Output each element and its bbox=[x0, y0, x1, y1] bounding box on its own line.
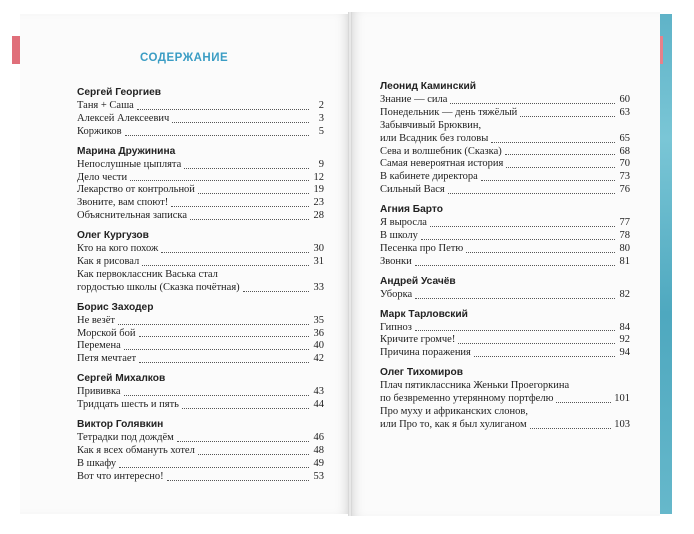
author-name: Марина Дружинина bbox=[77, 145, 176, 157]
toc-entry-title-line: Как первоклассник Васька стал bbox=[77, 268, 218, 280]
dot-leader bbox=[474, 355, 615, 357]
toc-entry[interactable] bbox=[77, 386, 324, 399]
page-number: 65 bbox=[619, 132, 630, 144]
toc-entry[interactable] bbox=[77, 159, 324, 172]
dot-leader bbox=[198, 192, 309, 194]
page-number: 49 bbox=[313, 457, 324, 469]
dot-leader bbox=[119, 466, 309, 468]
toc-entry-title-line: Про муху и африканских слонов, bbox=[380, 406, 528, 418]
toc-entry-title: Кричите громче! bbox=[380, 334, 456, 346]
toc-entry-title: Сева и волшебник (Сказка) bbox=[380, 145, 502, 157]
toc-entry[interactable] bbox=[77, 445, 324, 458]
toc-entry[interactable] bbox=[77, 328, 324, 341]
toc-entry-title: Гипноз bbox=[380, 321, 412, 333]
page-number: 70 bbox=[619, 158, 630, 170]
toc-entry-title: по безвременно утерянному портфелю bbox=[380, 393, 554, 405]
toc-entry-title: Не везёт bbox=[77, 314, 115, 326]
toc-entry[interactable] bbox=[380, 107, 630, 120]
toc-entry[interactable] bbox=[380, 94, 630, 107]
page-number: 92 bbox=[619, 334, 630, 346]
dot-leader bbox=[137, 108, 309, 110]
toc-entry[interactable] bbox=[77, 243, 324, 256]
page-number: 23 bbox=[313, 197, 324, 209]
left-toc-column bbox=[77, 86, 324, 484]
toc-entry[interactable] bbox=[380, 322, 630, 335]
author-name: Борис Заходер bbox=[77, 301, 154, 313]
contents-title: СОДЕРЖАНИЕ bbox=[140, 52, 229, 64]
toc-entry[interactable] bbox=[77, 471, 324, 484]
page-number: 12 bbox=[313, 171, 324, 183]
toc-entry[interactable] bbox=[77, 282, 324, 295]
dot-leader bbox=[530, 427, 612, 429]
dot-leader bbox=[167, 479, 309, 481]
toc-entry[interactable] bbox=[77, 432, 324, 445]
toc-entry-title: Как я всех обмануть хотел bbox=[77, 444, 195, 456]
dot-leader bbox=[415, 297, 615, 299]
toc-entry[interactable] bbox=[380, 334, 630, 347]
dot-leader bbox=[466, 251, 615, 253]
dot-leader bbox=[142, 264, 309, 266]
dot-leader bbox=[139, 335, 309, 337]
toc-entry-title: или Про то, как я был хулиганом bbox=[380, 418, 527, 430]
dot-leader bbox=[520, 115, 615, 117]
toc-entry[interactable] bbox=[380, 230, 630, 243]
dot-leader bbox=[450, 102, 615, 104]
author-name: Олег Кургузов bbox=[77, 230, 149, 242]
toc-entry[interactable] bbox=[77, 458, 324, 471]
page-number: 31 bbox=[313, 256, 324, 267]
page-number: 44 bbox=[313, 399, 324, 411]
toc-entry[interactable] bbox=[380, 256, 630, 269]
dot-leader bbox=[161, 251, 309, 253]
toc-entry[interactable] bbox=[380, 184, 630, 197]
author-name: Марк Тарловский bbox=[380, 308, 468, 320]
author-name: Леонид Каминский bbox=[380, 81, 477, 92]
page-number: 101 bbox=[614, 393, 630, 405]
toc-entry[interactable] bbox=[77, 113, 324, 126]
dot-leader bbox=[481, 179, 615, 181]
page-number: 9 bbox=[318, 158, 324, 170]
page-number: 40 bbox=[313, 340, 324, 352]
author-name: Сергей Михалков bbox=[77, 373, 166, 385]
toc-entry-title: Понедельник — день тяжёлый bbox=[380, 106, 518, 118]
dot-leader bbox=[172, 121, 309, 123]
page-number: 33 bbox=[313, 281, 324, 293]
left-cover-edge bbox=[12, 36, 20, 64]
toc-entry[interactable] bbox=[77, 399, 324, 412]
toc-entry-title: Тридцать шесть и пять bbox=[77, 399, 179, 411]
toc-entry-title-line: Забывчивый Брюквин, bbox=[380, 119, 482, 131]
dot-leader bbox=[184, 167, 309, 169]
author-name: Агния Барто bbox=[380, 204, 443, 216]
page-number: 5 bbox=[318, 125, 324, 137]
dot-leader bbox=[182, 407, 309, 409]
dot-leader bbox=[139, 361, 309, 363]
toc-entry-title: Прививка bbox=[77, 386, 121, 398]
page-number: 68 bbox=[619, 145, 630, 157]
toc-entry-title: Дело чести bbox=[77, 171, 128, 183]
toc-entry[interactable] bbox=[77, 172, 324, 185]
dot-leader bbox=[243, 290, 309, 292]
toc-entry-title: Звоните, вам споют! bbox=[77, 197, 169, 209]
toc-entry-title: Непослушные цыплята bbox=[77, 158, 182, 170]
page-number: 84 bbox=[619, 321, 630, 333]
toc-entry-title: В шкафу bbox=[77, 457, 117, 469]
dot-leader bbox=[415, 329, 615, 331]
toc-entry-title: Знание — сила bbox=[380, 93, 448, 105]
dot-leader bbox=[124, 394, 309, 396]
toc-entry[interactable] bbox=[77, 315, 324, 328]
page-number: 80 bbox=[619, 242, 630, 254]
toc-entry-title: Причина поражения bbox=[380, 347, 471, 359]
toc-entry[interactable] bbox=[380, 419, 630, 432]
toc-entry-title: Звонки bbox=[380, 255, 412, 267]
toc-entry-title: Песенка про Петю bbox=[380, 242, 464, 254]
page-number: 30 bbox=[313, 243, 324, 255]
dot-leader bbox=[177, 440, 309, 442]
toc-entry-title: Вот что интересно! bbox=[77, 470, 164, 482]
page-number: 53 bbox=[313, 470, 324, 482]
page-number: 78 bbox=[619, 230, 630, 241]
dot-leader bbox=[556, 401, 611, 403]
toc-entry[interactable] bbox=[380, 289, 630, 302]
dot-leader bbox=[130, 179, 309, 181]
toc-entry[interactable] bbox=[380, 243, 630, 256]
page-number: 42 bbox=[313, 353, 324, 365]
page-number: 73 bbox=[619, 171, 630, 183]
page-number: 60 bbox=[619, 93, 630, 105]
dot-leader bbox=[430, 225, 615, 227]
toc-entry-title: Алексей Алексеевич bbox=[77, 112, 170, 124]
dot-leader bbox=[415, 264, 615, 266]
toc-entry[interactable] bbox=[380, 393, 630, 406]
page-number: 36 bbox=[313, 327, 324, 339]
toc-entry[interactable] bbox=[380, 171, 630, 184]
toc-entry[interactable] bbox=[380, 158, 630, 171]
toc-entry-title-line: Плач пятиклассника Женьки Проегоркина bbox=[380, 380, 570, 392]
author-name: Олег Тихомиров bbox=[380, 367, 463, 379]
toc-entry-title: Самая невероятная история bbox=[380, 158, 504, 170]
toc-entry-title: Петя мечтает bbox=[77, 353, 137, 365]
book-gutter bbox=[348, 12, 352, 516]
author-name: Виктор Голявкин bbox=[77, 419, 164, 431]
page-number: 46 bbox=[313, 432, 324, 444]
page-number: 3 bbox=[318, 112, 324, 124]
page-number: 48 bbox=[313, 444, 324, 456]
dot-leader bbox=[171, 205, 309, 207]
toc-entry[interactable] bbox=[77, 184, 324, 197]
dot-leader bbox=[458, 342, 615, 344]
toc-entry-title: Морской бой bbox=[77, 327, 136, 339]
page-number: 81 bbox=[619, 255, 630, 267]
page-number: 103 bbox=[614, 418, 630, 430]
dot-leader bbox=[125, 134, 309, 136]
dot-leader bbox=[421, 238, 615, 240]
dot-leader bbox=[124, 348, 309, 350]
toc-entry[interactable] bbox=[380, 133, 630, 146]
page-number: 28 bbox=[313, 210, 324, 222]
dot-leader bbox=[198, 453, 309, 455]
dot-leader bbox=[118, 323, 309, 325]
toc-entry-title: Кто на кого похож bbox=[77, 243, 159, 255]
toc-entry-title: Таня + Саша bbox=[77, 99, 134, 111]
toc-entry-title: Лекарство от контрольной bbox=[77, 184, 195, 196]
dot-leader bbox=[491, 141, 615, 143]
toc-entry-title: Уборка bbox=[380, 288, 413, 300]
dot-leader bbox=[506, 166, 615, 168]
toc-entry-title: Я выросла bbox=[380, 217, 427, 229]
toc-entry[interactable] bbox=[77, 197, 324, 210]
toc-entry[interactable] bbox=[77, 256, 324, 269]
toc-entry[interactable] bbox=[77, 210, 324, 223]
author-name: Сергей Георгиев bbox=[77, 87, 162, 98]
toc-entry[interactable] bbox=[380, 217, 630, 230]
page-number: 77 bbox=[619, 217, 630, 229]
page-number: 76 bbox=[619, 184, 630, 196]
toc-entry-title: или Всадник без головы bbox=[380, 132, 489, 144]
page-number: 35 bbox=[313, 314, 324, 326]
toc-entry-title: Перемена bbox=[77, 340, 121, 352]
page-number: 82 bbox=[619, 288, 630, 300]
page-number: 94 bbox=[619, 347, 630, 359]
toc-entry[interactable] bbox=[77, 100, 324, 113]
toc-entry-title: Сильный Вася bbox=[380, 184, 445, 196]
toc-entry-title: В кабинете директора bbox=[380, 171, 478, 183]
page-number: 19 bbox=[313, 184, 324, 196]
toc-entry-title: гордостью школы (Сказка почётная) bbox=[77, 281, 240, 293]
toc-entry-title: Объяснительная записка bbox=[77, 210, 188, 222]
toc-entry[interactable] bbox=[380, 347, 630, 360]
toc-entry[interactable] bbox=[380, 146, 630, 159]
right-cover-edge bbox=[660, 14, 672, 514]
dot-leader bbox=[505, 153, 615, 155]
right-toc-column bbox=[380, 80, 630, 432]
toc-entry[interactable] bbox=[77, 340, 324, 353]
toc-entry[interactable] bbox=[77, 126, 324, 139]
dot-leader bbox=[190, 218, 309, 220]
toc-entry-title: Тетрадки под дождём bbox=[77, 432, 174, 444]
page-number: 63 bbox=[619, 106, 630, 118]
toc-entry-title: Коржиков bbox=[77, 125, 122, 137]
page-number: 43 bbox=[313, 386, 324, 398]
page-number: 2 bbox=[318, 99, 324, 111]
toc-entry-title: В школу bbox=[380, 230, 418, 241]
dot-leader bbox=[448, 192, 615, 194]
toc-entry-title: Как я рисовал bbox=[77, 256, 140, 267]
author-name: Андрей Усачёв bbox=[380, 275, 456, 287]
toc-entry[interactable] bbox=[77, 353, 324, 366]
